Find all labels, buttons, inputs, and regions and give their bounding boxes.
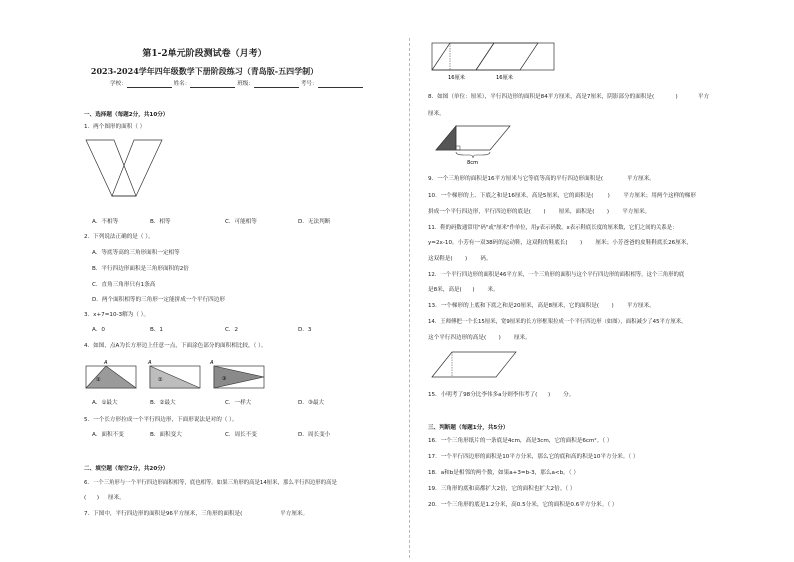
q3-option-b[interactable]: B．1 — [150, 327, 163, 333]
q19[interactable]: 19．三角形的底和高都扩大2倍，它的面积也扩大2倍。（ ） — [428, 486, 576, 492]
q1-option-d[interactable]: D．无法判断 — [298, 219, 331, 225]
q11-line-3 — [428, 256, 492, 263]
q4-stem: 4．如图，点A为长方形边上任意一点，下面涂色部分的面积相比较，（ ）。 — [84, 343, 267, 349]
section-fill-title: 二、填空题（每空2分，共20分） — [84, 466, 169, 472]
q7-stem-line — [84, 511, 308, 518]
q3-option-c[interactable]: C．2 — [225, 327, 239, 333]
q8-tail: 平方 — [698, 94, 710, 100]
section-judge-title: 三、判断题（每题1分，共5分） — [428, 425, 509, 431]
q18[interactable]: 18．a和b是相邻的两个数，如果a+3=b-3，那么a<b。（ ） — [428, 470, 579, 476]
q14-parallelogram — [432, 352, 516, 377]
q5-option-a[interactable]: A．面积不变 — [92, 432, 124, 438]
q17[interactable]: 17．一个平行四边形的面积是10平方分米，那么它的底和高的积是10平方分米。（ ） — [428, 454, 639, 460]
q10-stem-1: 10．一个梯形的上、下底之和是16厘米，高是5厘米，它的面积是 — [428, 193, 592, 199]
q10-stem-2-mid: 厘米，面积是 — [558, 209, 593, 215]
q8-line-2: 厘米。 — [428, 111, 445, 117]
q4-option-d[interactable]: D．③最大 — [298, 400, 325, 406]
q12-blank[interactable]: ( ) — [459, 287, 475, 293]
q1-option-b[interactable]: B．相等 — [150, 219, 171, 225]
q14-figure — [430, 350, 520, 380]
q1-option-a[interactable]: A．不相等 — [92, 219, 119, 225]
q4-mark-3: ③ — [222, 376, 227, 382]
q10-blank-3[interactable]: ( ) — [592, 209, 610, 215]
exam-subtitle: 2023-2024学年四年级数学下册阶段练习（青岛版-五四学制） — [90, 66, 319, 76]
class-label: 班级： — [237, 81, 254, 87]
q6-line-1: 6．一个三角形与一个平行四边形面积相等，底也相等。如果三角形的高是14厘米，那么平行四边形的高是 — [84, 480, 337, 486]
q13-stem: 13．一个梯形的上底和下底之和是20厘米，高是8厘米，它的面积是 — [428, 303, 597, 309]
q9-line — [428, 176, 655, 183]
q7-figure — [430, 40, 560, 82]
q10-blank-2[interactable]: ( ) — [528, 209, 546, 215]
q5-option-b[interactable]: B．面积变大 — [150, 432, 182, 438]
q8-stem: 8．如图（单位：厘米），平行四边形的面积是84平方厘米，高是7厘米，阴影部分的面积是 — [428, 94, 652, 100]
q8-stem-line — [428, 94, 709, 101]
exam-no-label: 考号： — [300, 81, 318, 87]
q8-base-label: 8cm — [467, 160, 479, 166]
q1-shape-left — [86, 140, 136, 196]
exam-title: 第1-2单元阶段测试卷（月考） — [142, 49, 267, 59]
q8-answer-blank[interactable]: ( ) — [652, 94, 678, 100]
q10-stem-2-tail: 平方厘米。 — [622, 209, 651, 215]
name-label: 姓名： — [173, 81, 191, 87]
q7-label-1: 16厘米 — [448, 75, 465, 81]
q4-mark-1: ① — [96, 377, 101, 383]
q4-shade-1 — [86, 366, 136, 388]
q4-figure — [84, 358, 324, 392]
exam-no-blank[interactable] — [318, 81, 363, 88]
q1-figure — [84, 138, 164, 200]
q7-label-2: 16厘米 — [496, 75, 513, 81]
q14-line-1: 14．王师傅把一个长15厘米，宽9厘米的长方形框架拉成一个平行四边形（如图），面积减少了45平方厘米， — [428, 319, 687, 325]
q15-stem: 15．小明考了98分比李伟多a分则李伟考了 — [428, 392, 536, 398]
q12-stem-2: 是8米，高是 — [428, 287, 460, 293]
q6-unit: 厘米。 — [108, 495, 125, 501]
q11-line-1: 11．鞋的码数通常用"码"或"厘米"作单位，用y表示码数，x表示鞋底长度的厘米数，它们之间的关系是： — [428, 225, 678, 231]
q4-point-a-1: A — [104, 360, 108, 366]
q4-option-c[interactable]: C．一样大 — [225, 400, 252, 406]
q9-answer-blank[interactable]: ( — [600, 176, 618, 182]
q7-stem: 7．下图中，平行四边形的面积是96平方厘米，三角形的面积是 — [84, 511, 241, 517]
q8-brace — [456, 152, 490, 158]
q7-tail: 平方厘米。 — [280, 511, 309, 517]
q2-option-d[interactable]: D．两个面积相等的三角形一定能拼成一个平行四边形 — [92, 297, 225, 303]
q10-line-1 — [428, 193, 696, 200]
q3-option-a[interactable]: A．0 — [92, 327, 105, 333]
student-info-line — [110, 81, 363, 88]
q14-tail: 厘米。 — [513, 335, 531, 341]
q2-option-a[interactable]: A．等底等高的三角形面积一定相等 — [92, 250, 180, 256]
q9-tail: 平方厘米。 — [626, 176, 655, 182]
q4-point-a-3: A — [210, 360, 214, 366]
q13-tail: 平方厘米。 — [626, 303, 655, 309]
q4-option-b[interactable]: B．②最大 — [150, 400, 176, 406]
q11-blank-2[interactable]: ( ) — [450, 256, 468, 262]
q2-stem: 2．下列说法正确的是（ ）。 — [84, 234, 154, 240]
column-divider — [409, 38, 410, 558]
q4-mark-2: ② — [158, 377, 163, 383]
q11-stem-2-tail: 厘米；小芳爸爸的皮鞋鞋底长26厘米， — [595, 240, 693, 246]
q12-line-1: 12．一个平行四边形的面积是46平方米，一个三角形的面积与这个平行四边形的面积相等，这个三角形的底 — [428, 272, 685, 278]
name-blank[interactable] — [190, 81, 235, 88]
q15-line — [428, 392, 574, 399]
section-choice-title: 一、选择题（每题2分，共10分） — [84, 112, 169, 118]
q5-stem: 5．一个长方形拉成一个平行四边形，下面形说法是对的（ ）。 — [84, 417, 238, 423]
q16[interactable]: 16．一个三角形纸片的一条底是4cm，高是3cm，它的面积是6cm²。（ ） — [428, 438, 613, 444]
q4-option-a[interactable]: A．①最大 — [92, 400, 118, 406]
q2-option-c[interactable]: C．直角三角形只有1条高 — [92, 282, 156, 288]
q8-shaded-triangle — [436, 126, 456, 150]
q12-line-2 — [428, 287, 499, 294]
q10-stem-2: 拼成一个平行四边形，平行四边形的底是 — [428, 209, 529, 215]
q1-stem: 1．两个图形的面积（ ） — [84, 124, 146, 130]
q20[interactable]: 20．一个三角形的底是1.2分米，高0.5分米，它的面积是0.6平方分米。（ ） — [428, 502, 618, 508]
q11-stem-2: y=2x-10。小芳有一双38码的运动鞋，这双鞋的鞋底长 — [428, 240, 566, 246]
q6-answer-blank[interactable]: ( ) — [84, 495, 100, 501]
q1-option-c[interactable]: C．可能相等 — [225, 219, 257, 225]
q3-option-d[interactable]: D．3 — [298, 327, 312, 333]
q4-point-a-2: A — [148, 360, 152, 366]
q11-line-2 — [428, 240, 692, 247]
q13-blank[interactable]: ( ) — [596, 303, 614, 309]
q11-blank-1[interactable]: ( ) — [565, 240, 583, 246]
class-blank[interactable] — [254, 81, 299, 88]
q10-blank-1[interactable]: ( ) — [591, 193, 610, 199]
q13-line — [428, 303, 655, 310]
q1-shape-right — [112, 140, 162, 196]
q10-line-2 — [428, 209, 650, 216]
q5-option-c[interactable]: C．周长不变 — [225, 432, 257, 438]
q8-right-angle — [456, 146, 460, 150]
q14-stem-2: 这个平行四边形的高是 — [428, 335, 484, 341]
q12-tail: 米。 — [487, 287, 499, 293]
q15-blank[interactable]: ( ) — [535, 392, 551, 398]
q3-stem: 3．x+7=10-3解为（ ）。 — [84, 312, 150, 318]
q15-tail: 分。 — [563, 392, 575, 398]
q11-stem-3: 这双鞋是 — [428, 256, 451, 262]
q6-line-2 — [84, 495, 125, 502]
q11-stem-3-tail: 码。 — [480, 256, 492, 262]
q14-blank[interactable]: ( ) — [483, 335, 501, 341]
q10-stem-1-tail: 平方厘米；用两个这样的梯形 — [623, 193, 696, 199]
q14-line-2 — [428, 335, 531, 342]
q5-option-d[interactable]: D．周长变小 — [298, 432, 331, 438]
q8-figure — [434, 124, 514, 164]
school-label: 学校： — [110, 81, 127, 87]
q9-stem: 9．一个三角形的面积是16平方厘米与它等底等高的平行四边形面积是 — [428, 176, 601, 182]
school-blank[interactable] — [127, 81, 172, 88]
q7-answer-blank[interactable]: ( — [240, 511, 259, 517]
q7-parallelogram-right — [476, 43, 538, 70]
q2-option-b[interactable]: B．平行四边形面积是三角形面积的2倍 — [92, 266, 189, 272]
